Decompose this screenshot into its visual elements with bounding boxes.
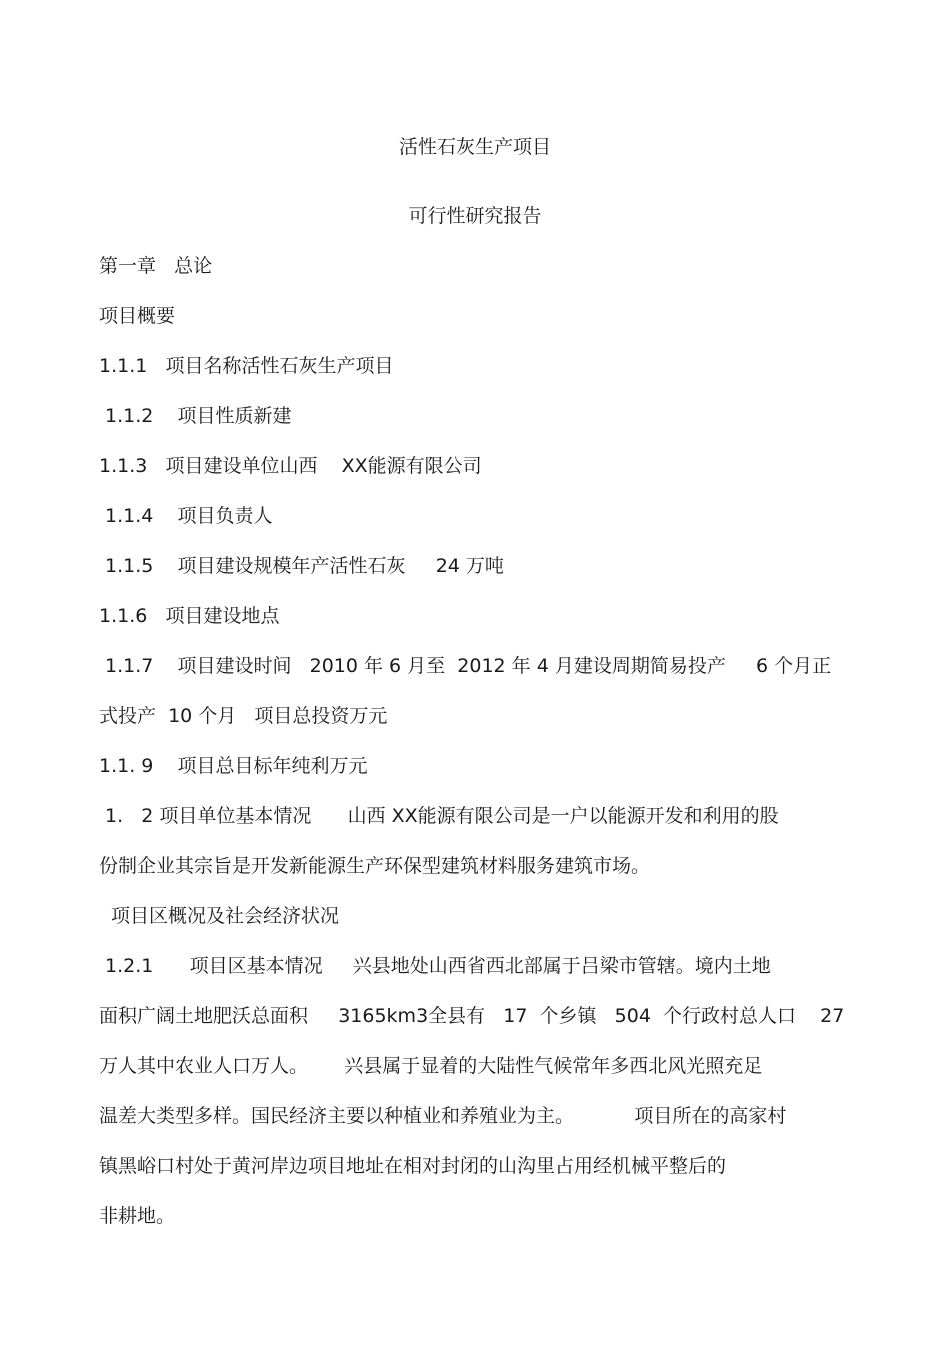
paragraph-line: 温差大类型多样。国民经济主要以种植业和养殖业为主。 项目所在的高家村 — [99, 1105, 787, 1127]
item-1-1-9: 1.1. 9 项目总目标年纯利万元 — [99, 755, 368, 777]
item-1-1-2: 1.1.2 项目性质新建 — [105, 405, 292, 427]
item-1-1-6: 1.1.6 项目建设地点 — [99, 605, 280, 627]
paragraph-line: 面积广阔土地肥沃总面积 3165km3全县有 17 个乡镇 504 个行政村总人口 27 — [99, 1005, 845, 1027]
item-1-1-4: 1.1.4 项目负责人 — [105, 505, 273, 527]
item-1-1-1: 1.1.1 项目名称活性石灰生产项目 — [99, 355, 394, 377]
document-title: 活性石灰生产项目 — [398, 136, 551, 158]
item-1-1-7: 1.1.7 项目建设时间 2010 年 6 月至 2012 年 4 月建设周期简易投产 6 个月正 — [105, 655, 832, 677]
item-1-1-7-cont: 式投产 10 个月 项目总投资万元 — [99, 705, 388, 727]
item-1-1-3: 1.1.3 项目建设单位山西 XX能源有限公司 — [99, 455, 482, 477]
paragraph-line: 镇黑峪口村处于黄河岸边项目地址在相对封闭的山沟里占用经机械平整后的 — [99, 1155, 727, 1177]
item-1-2-cont: 份制企业其宗旨是开发新能源生产环保型建筑材料服务建筑市场。 — [99, 855, 651, 877]
item-1-2-1: 1.2.1 项目区基本情况 兴县地处山西省西北部属于吕梁市管辖。境内土地 — [105, 955, 771, 977]
item-1-2: 1. 2 项目单位基本情况 山西 XX能源有限公司是一户以能源开发和利用的股 — [105, 805, 779, 827]
paragraph-line: 万人其中农业人口万人。 兴县属于显着的大陆性气候常年多西北风光照充足 — [99, 1055, 763, 1077]
paragraph-line: 非耕地。 — [99, 1205, 176, 1227]
subsection-heading: 项目区概况及社会经济状况 — [111, 905, 340, 927]
item-1-1-5: 1.1.5 项目建设规模年产活性石灰 24 万吨 — [105, 555, 504, 577]
section-heading: 项目概要 — [99, 305, 176, 327]
chapter-heading: 第一章 总论 — [99, 255, 213, 277]
document-subtitle: 可行性研究报告 — [408, 205, 542, 227]
